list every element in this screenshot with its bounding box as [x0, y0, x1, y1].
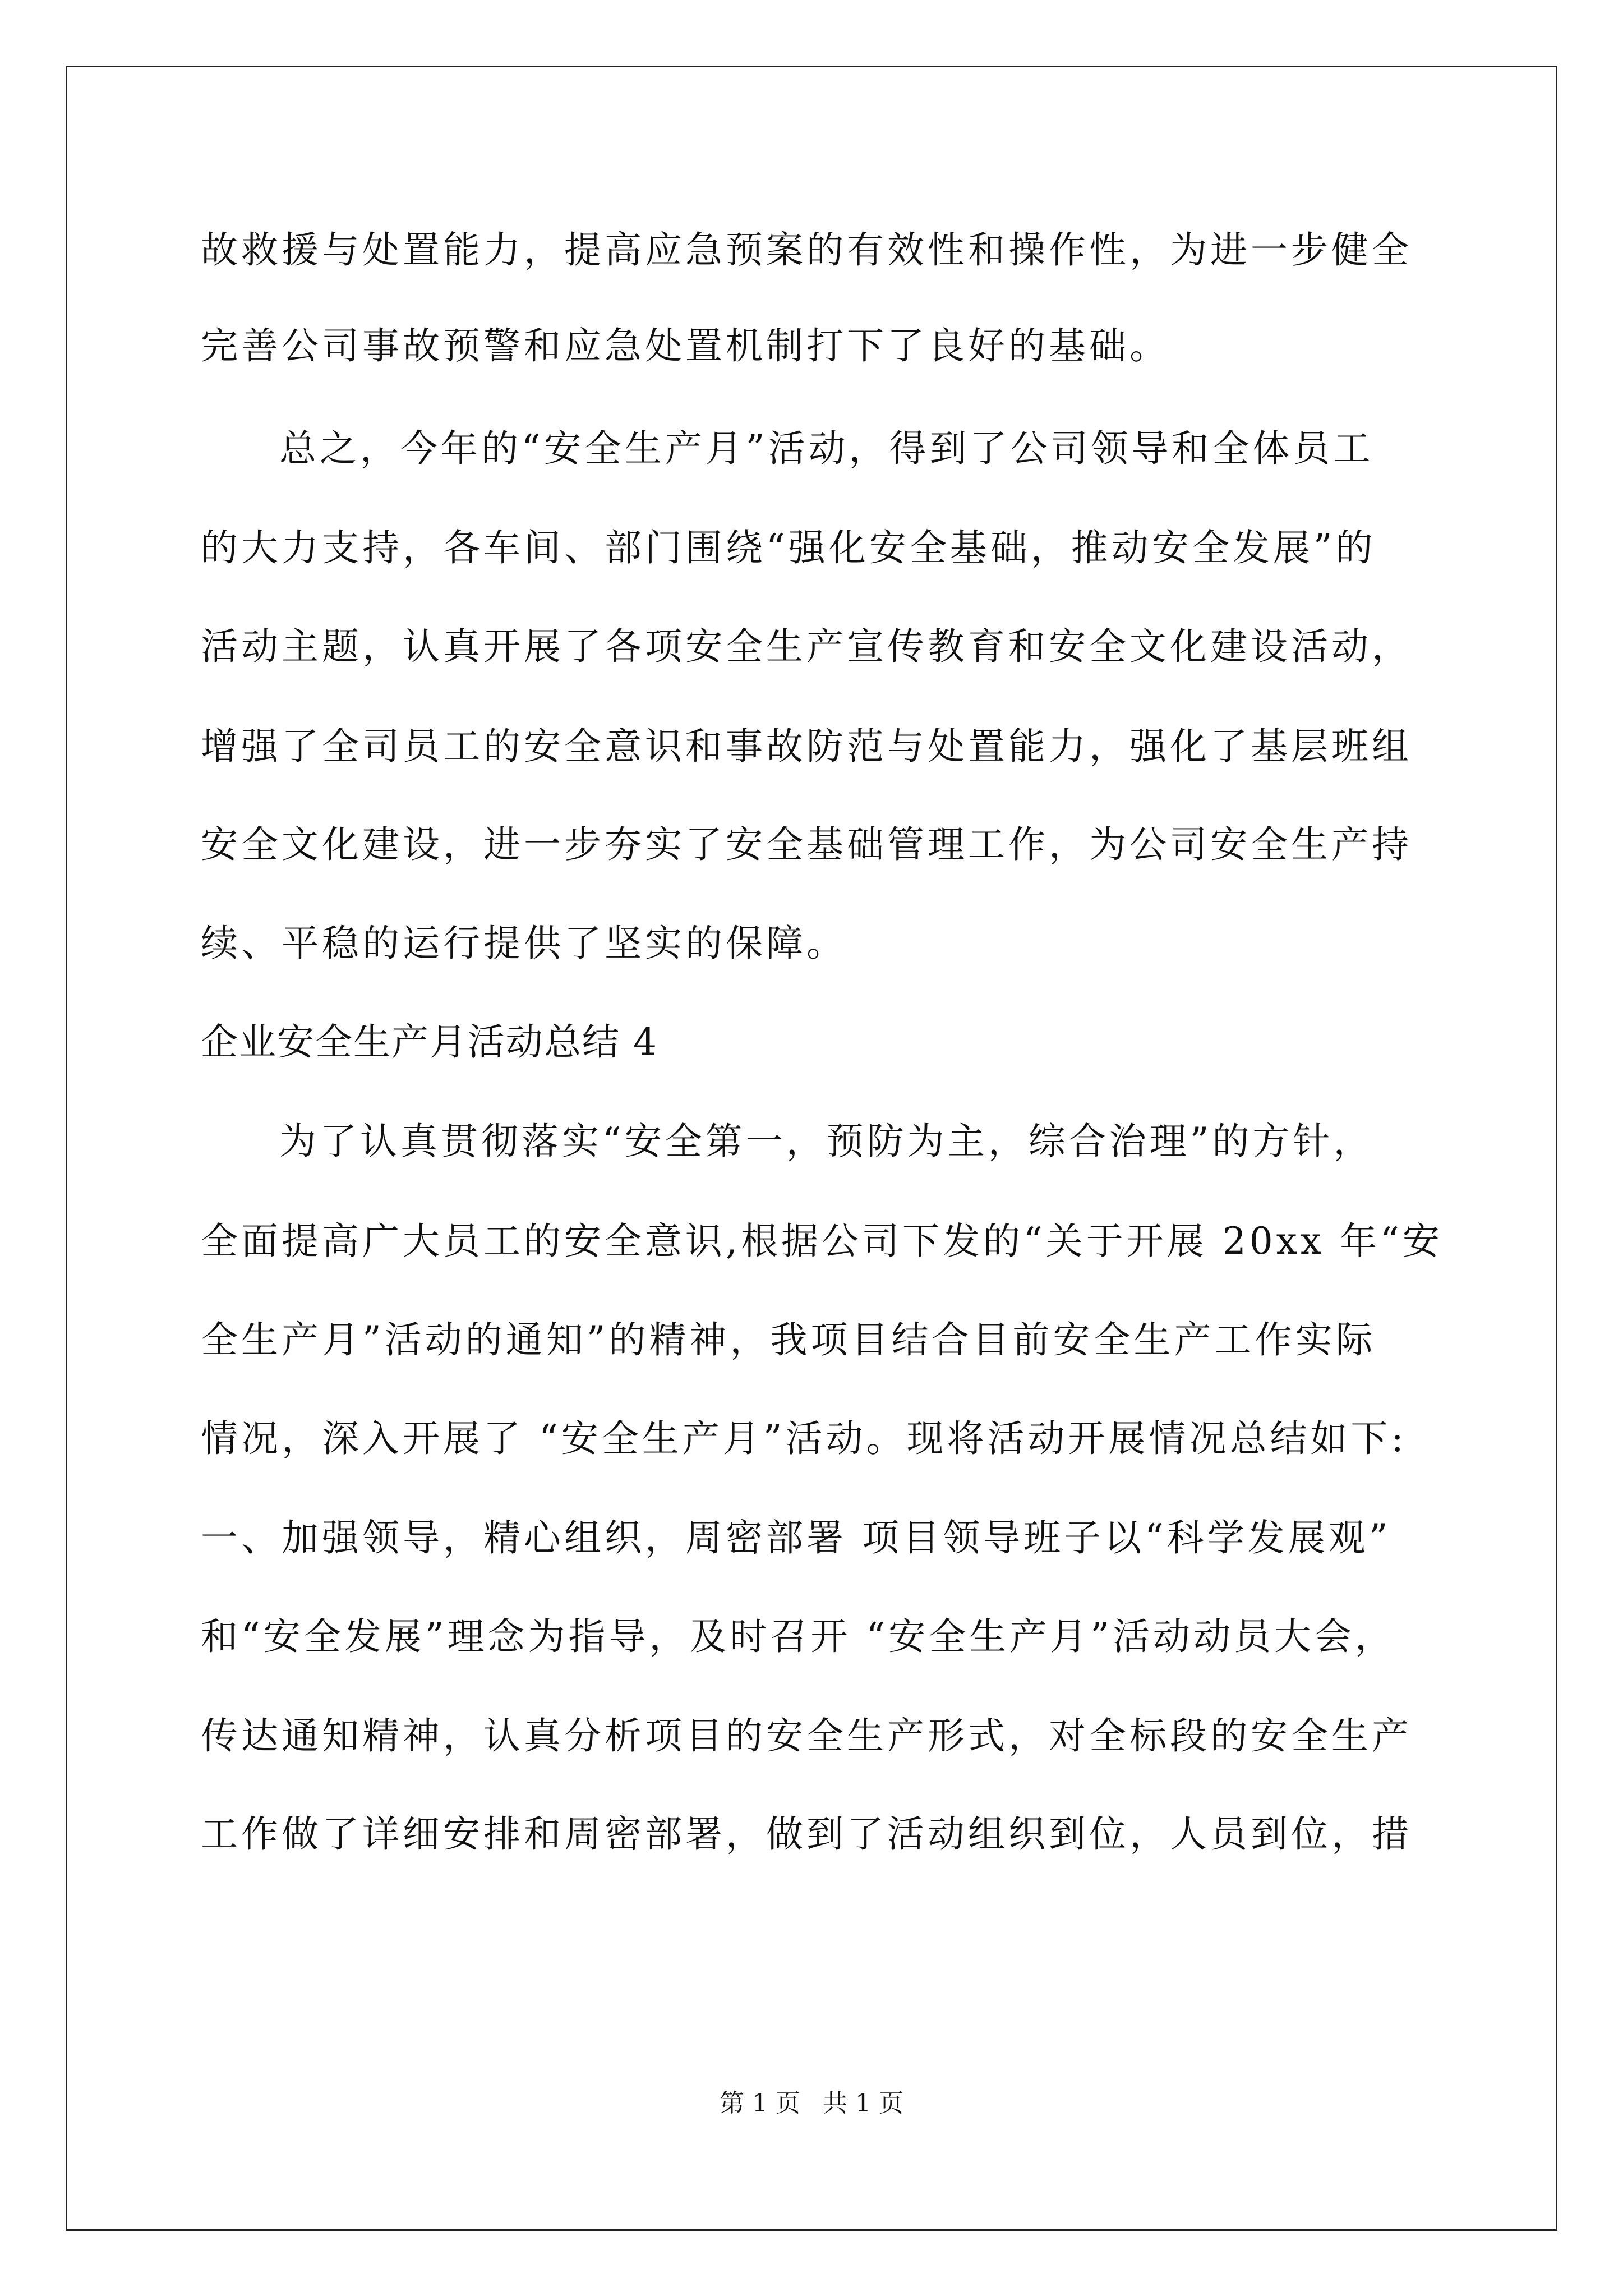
page-footer	[0, 2088, 1623, 2119]
paragraph-line: 故救援与处置能力，提高应急预案的有效性和操作性，为进一步健全	[201, 228, 1412, 272]
paragraph-line: 总之，今年的“安全生产月”活动，得到了公司领导和全体员工	[279, 427, 1374, 470]
paragraph-line: 一、加强领导，精心组织，周密部署 项目领导班子以“科学发展观”	[201, 1516, 1391, 1559]
paragraph-line: 情况，深入开展了 “安全生产月”活动。现将活动开展情况总结如下:	[201, 1417, 1407, 1460]
page-total: 共 1 页	[823, 2089, 903, 2118]
paragraph-line: 的大力支持，各车间、部门围绕“强化安全基础，推动安全发展”的	[201, 526, 1376, 569]
paragraph-line: 完善公司事故预警和应急处置机制打下了良好的基础。	[201, 324, 1170, 367]
page-number: 第 1 页	[720, 2089, 800, 2118]
paragraph-line: 传达通知精神，认真分析项目的安全生产形式，对全标段的安全生产	[201, 1714, 1412, 1757]
paragraph-line: 增强了全司员工的安全意识和事故防范与处置能力，强化了基层班组	[201, 725, 1412, 768]
paragraph-line: 全面提高广大员工的安全意识,根据公司下发的“关于开展 20xx 年“安	[201, 1220, 1443, 1263]
paragraph-line: 续、平稳的运行提供了坚实的保障。	[201, 922, 847, 965]
paragraph-line: 为了认真贯彻落实“安全第一，预防为主，综合治理”的方针，	[279, 1120, 1374, 1163]
paragraph-line: 和“安全发展”理念为指导，及时召开 “安全生产月”活动动员大会，	[201, 1615, 1395, 1658]
paragraph-line: 全生产月”活动的通知”的精神，我项目结合目前安全生产工作实际	[201, 1318, 1376, 1361]
section-heading: 企业安全生产月活动总结 4	[201, 1020, 658, 1064]
paragraph-line: 安全文化建设，进一步夯实了安全基础管理工作，为公司安全生产持	[201, 823, 1412, 866]
paragraph-line: 工作做了详细安排和周密部署，做到了活动组织到位，人员到位，措	[201, 1812, 1412, 1856]
paragraph-line: 活动主题，认真开展了各项安全生产宣传教育和安全文化建设活动，	[201, 625, 1412, 668]
